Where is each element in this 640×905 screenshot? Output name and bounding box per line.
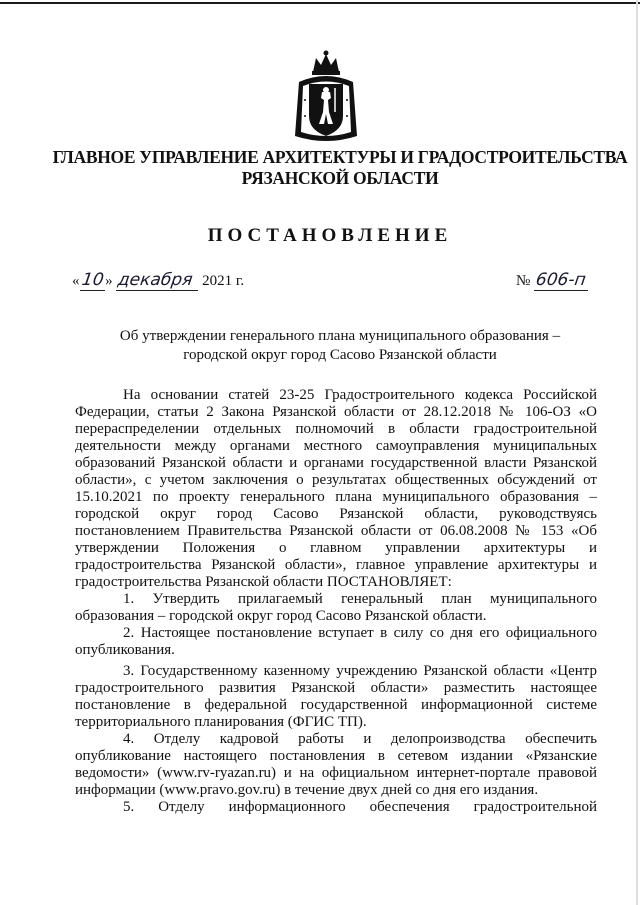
document-body [75,387,597,816]
date-year: 2021 г. [202,273,245,289]
number-value: 606-п [534,270,588,290]
date-close-quote: » [105,273,113,289]
subject-line1: Об утверждении генерального плана муниципального образования – [119,328,561,344]
coat-of-arms-icon [291,50,361,146]
top-border-line [0,2,640,4]
org-title-line2: РЯЗАНСКОЙ ОБЛАСТИ [241,168,439,188]
preamble-paragraph: На основании статей 23-25 Градостроительного кодекса Российской Федерации, статьи 2 Закона Рязанской области от 28.12.2018 № 106-ОЗ «О перераспределении отдельных полномочий в области градостроительной деятельности между органами местного самоуправления муниципальных образований Рязанской области и органами государственной власти Рязанской области», с учетом заключения о результатах общественных обсуждений от 15.10.2021 по проекту генерального плана муниципального образования – городской округ город Сасово Рязанской области, руководствуясь постановлением Правительства Рязанской области от 06.08.2008 № 153 «Об утверждении Положения о главном управлении архитектуры и градостроительства Рязанской области», главное управление архитектуры и градостроительства Рязанской области ПОСТАНОВЛЯЕТ: [75,387,597,590]
clause-4: 4. Отделу кадровой работы и делопроизводства обеспечить опубликование настоящего постановления в сетевом издании «Рязанские ведомости» (www.rv-ryazan.ru) и на официальном интернет-портале правовой информации (www.pravo.gov.ru) в течение двух дней со дня его издания. [75,731,597,798]
subject-line2: городской округ город Сасово Рязанской области [183,347,497,363]
right-edge-line [636,0,638,905]
date-day: 10 [80,270,105,290]
clause-1: 1. Утвердить прилагаемый генеральный план муниципального образования – городской округ город Сасово Рязанской области. [75,591,597,624]
org-title-line1: ГЛАВНОЕ УПРАВЛЕНИЕ АРХИТЕКТУРЫ И ГРАДОСТРОИТЕЛЬСТВА [52,147,628,167]
date-open-quote: « [72,273,80,289]
number-prefix: № [516,273,531,289]
clause-2: 2. Настоящее постановление вступает в силу со дня его официального опубликования. [75,625,597,658]
document-type-title: ПОСТАНОВЛЕНИЕ [207,225,453,246]
clause-5: 5. Отделу информационного обеспечения градостроительной [123,799,597,815]
document-number [516,270,588,291]
document-date [72,270,244,300]
clause-3: 3. Государственному казенному учреждению Рязанской области «Центр градостроительного развития Рязанской области» разместить настоящее постановление в федеральной государственной информационной системе территориального планирования (ФГИС ТП). [75,663,597,730]
date-month: декабря [116,270,195,290]
